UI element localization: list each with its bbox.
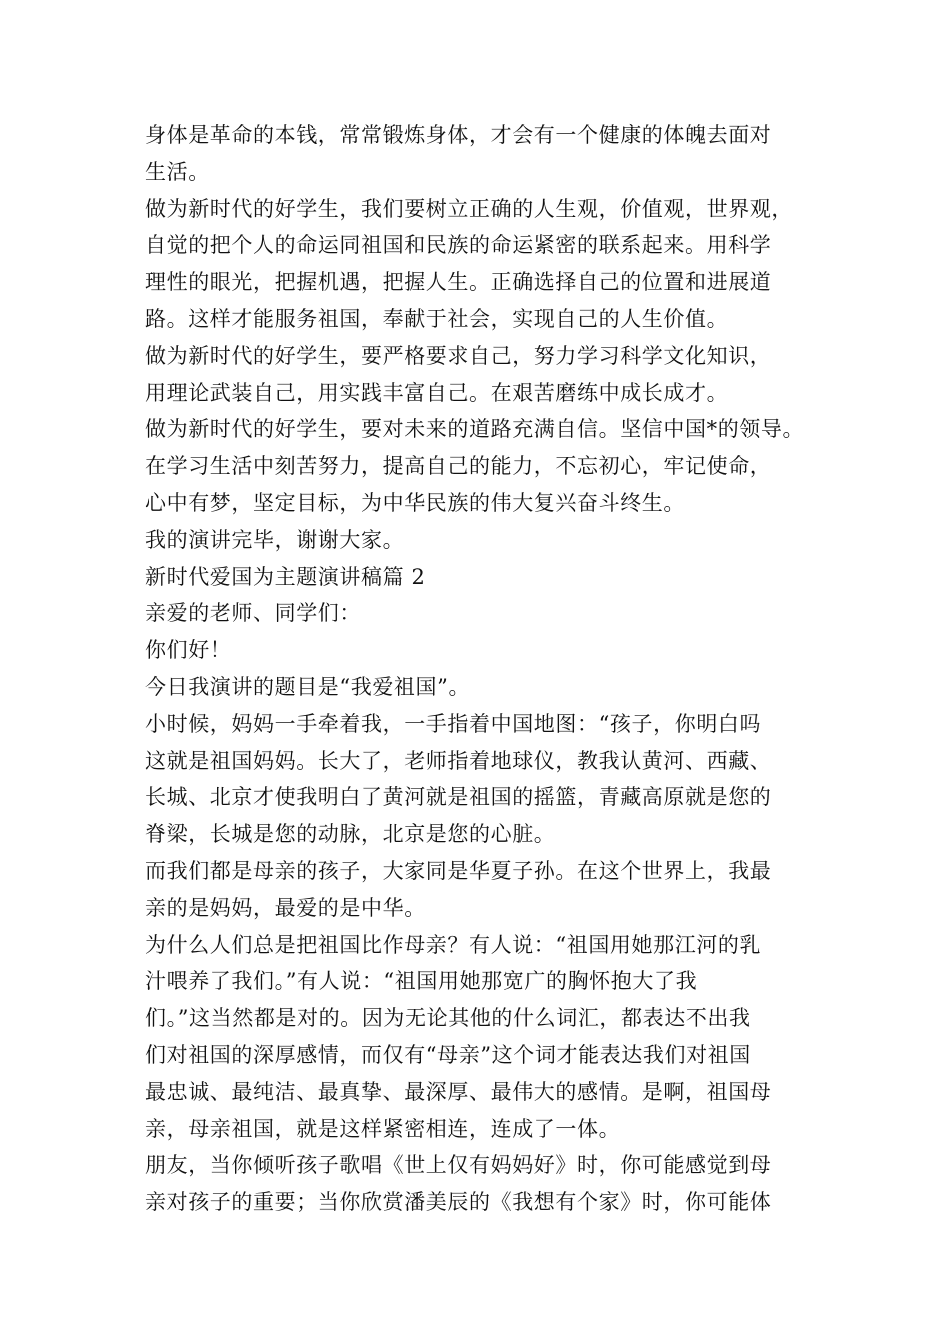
text-line: 这就是祖国妈妈。长大了，老师指着地球仪，教我认黄河、西藏、 (145, 748, 772, 773)
text-line: 自觉的把个人的命运同祖国和民族的命运紧密的联系起来。用科学 (145, 233, 772, 258)
text-line: 为什么人们总是把祖国比作母亲？有人说：“祖国用她那江河的乳 (145, 932, 762, 957)
text-line: 在学习生活中刻苦努力，提高自己的能力，不忘初心，牢记使命， (145, 454, 772, 479)
text-line: 小时候，妈妈一手牵着我，一手指着中国地图：“孩子，你明白吗 (145, 711, 762, 736)
text-line: 们对祖国的深厚感情，而仅有“母亲”这个词才能表达我们对祖国 (145, 1042, 751, 1067)
text-line: 你们好！ (145, 638, 232, 663)
text-line: 用理论武装自己，用实践丰富自己。在艰苦磨练中成长成才。 (145, 380, 729, 405)
section-heading: 新时代爱国为主题演讲稿篇 2 (145, 564, 426, 589)
text-line: 路。这样才能服务祖国，奉献于社会，实现自己的人生价值。 (145, 306, 729, 331)
text-line: 长城、北京才使我明白了黄河就是祖国的摇篮，青藏高原就是您的 (145, 785, 772, 810)
text-line: 亲对孩子的重要；当你欣赏潘美辰的《我想有个家》时，你可能体 (145, 1190, 772, 1215)
text-line: 身体是革命的本钱，常常锻炼身体，才会有一个健康的体魄去面对 (145, 123, 772, 147)
text-line: 亲爱的老师、同学们： (145, 601, 361, 626)
text-line: 脊梁，长城是您的动脉，北京是您的心脏。 (145, 822, 556, 847)
text-line: 做为新时代的好学生，要对未来的道路充满自信。坚信中国*的领导。 (145, 417, 805, 442)
text-line: 做为新时代的好学生，我们要树立正确的人生观，价值观，世界观， (145, 196, 793, 221)
text-line: 心中有梦，坚定目标，为中华民族的伟大复兴奋斗终生。 (145, 490, 685, 515)
text-line: 朋友，当你倾听孩子歌唱《世上仅有妈妈好》时，你可能感觉到母 (145, 1153, 772, 1178)
text-line: 而我们都是母亲的孩子，大家同是华夏子孙。在这个世界上，我最 (145, 858, 772, 883)
text-line: 亲的是妈妈，最爱的是中华。 (145, 895, 426, 920)
text-line: 我的演讲完毕，谢谢大家。 (145, 527, 405, 552)
text-line: 最忠诚、最纯洁、最真挚、最深厚、最伟大的感情。是啊，祖国母 (145, 1079, 772, 1104)
document-body (145, 117, 835, 1221)
text-line: 今日我演讲的题目是“我爱祖国”。 (145, 674, 471, 699)
text-line: 汁喂养了我们。”有人说：“祖国用她那宽广的胸怀抱大了我 (145, 969, 698, 994)
text-line: 做为新时代的好学生，要严格要求自己，努力学习科学文化知识， (145, 343, 772, 368)
text-line: 理性的眼光，把握机遇，把握人生。正确选择自己的位置和进展道 (145, 270, 772, 295)
text-line: 亲，母亲祖国，就是这样紧密相连，连成了一体。 (145, 1116, 621, 1141)
text-line: 生活。 (145, 159, 210, 184)
text-line: 们。”这当然都是对的。因为无论其他的什么词汇，都表达不出我 (145, 1006, 751, 1031)
